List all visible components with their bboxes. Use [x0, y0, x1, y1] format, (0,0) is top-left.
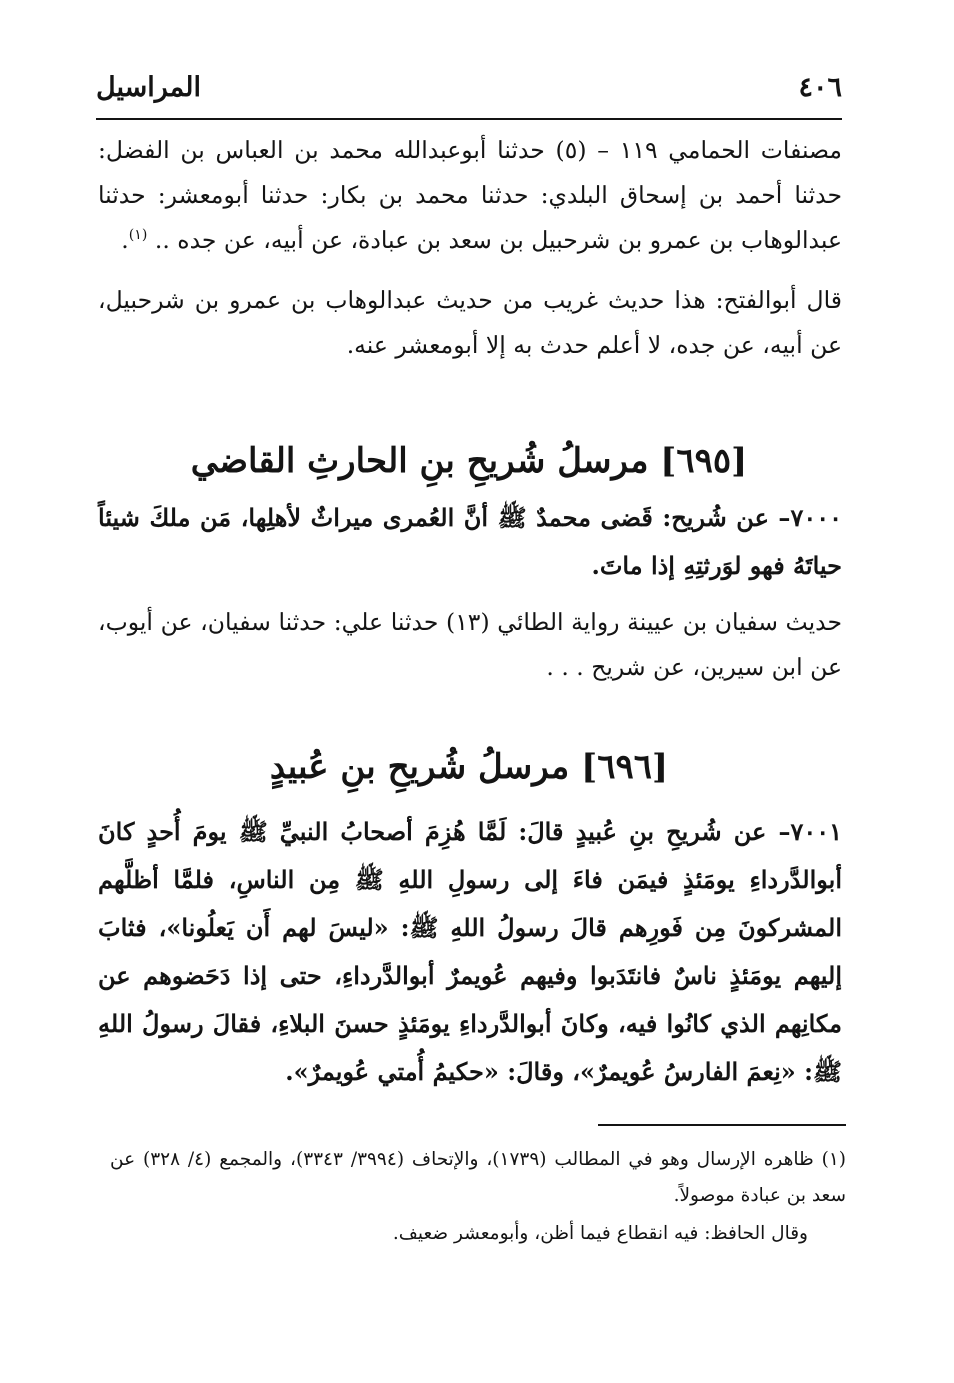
page-header — [96, 72, 842, 112]
page-number: ٤٠٦ — [798, 72, 842, 103]
footnote-rule — [598, 1124, 846, 1126]
hadith-7000: ٧٠٠٠– عن شُريح: قَضى محمدٌ ﷺ أنَّ العُمرى ميراثٌ لأهلِها، مَن ملكَ شيئاً حياتَهُ فهو لوَرثتِهِ إذا ماتَ. — [98, 503, 842, 580]
paragraph-source-sufyan: حديث سفيان بن عيينة رواية الطائي (١٣) حدثنا علي: حدثنا سفيان، عن أيوب، عن ابن سيرين، عن شريح . . . — [98, 608, 843, 681]
footnote-marker: (١) — [128, 227, 148, 244]
paragraph-abulfath-comment: قال أبوالفتح: هذا حديث غريب من حديث عبدالوهاب بن عمرو بن شرحبيل، عن أبيه، عن جده، لا أعلم حدث به إلا أبومعشر عنه. — [98, 286, 842, 359]
footnote-1: (١) ظاهره الإرسال وهو في المطالب (١٧٣٩)، والإتحاف (٣٩٩٤/ ٣٣٤٣)، والمجمع (٤/ ٣٢٨) عن سعد بن عبادة موصولاً. — [110, 1149, 846, 1206]
hadith-7001: ٧٠٠١– عن شُريحِ بنِ عُبيدٍ قالَ: لَمَّا هُزِمَ أصحابُ النبيِّ ﷺ يومَ أُحدٍ كانَ أبوالدَّرداءِ يومَئذٍ فيمَن فاءَ إلى رسولِ اللهِ ﷺ مِن الناسِ، فلمَّا أظلَّهم المشركونَ مِن فَورِهم قالَ رسولُ اللهِ ﷺ: «ليسَ لهم أَن يَعلُونا»، فثابَ إليهم يومَئذٍ ناسٌ فانتَدَبوا وفيهم عُويمرٌ أبوالدَّرداءِ، حتى إذا دَحَضوهم عن مكانِهم الذي كانُوا فيه، وكانَ أبوالدَّرداءِ يومَئذٍ حسنَ البلاءِ، فقالَ رسولُ اللهِ ﷺ: «نِعمَ الفارسُ عُويمرٌ»، وقالَ: «حكيمُ أُمتي عُويمرٌ». — [98, 817, 843, 1086]
paragraph-source-hammami: مصنفات الحمامي ١١٩ – (٥) حدثنا أبوعبدالله محمد بن العباس بن الفضل: حدثنا أحمد بن إسحاق البلدي: حدثنا محمد بن بكار: حدثنا أبومعشر: حدثنا عبدالوهاب بن عمرو بن شرحبيل بن سعد بن عبادة، عن أبيه، عن جده .. $^{(١)}$. — [98, 136, 843, 254]
header-rule — [96, 118, 842, 120]
running-title: المراسيل — [96, 72, 201, 103]
section-heading-695: [٦٩٥] مرسلُ شُريحِ بنِ الحارثِ القاضي — [190, 441, 748, 481]
footnote-1-continuation: وقال الحافظ: فيه انقطاع فيما أظن، وأبومعشر ضعيف. — [392, 1223, 808, 1244]
section-heading-696: [٦٩٦] مرسلُ شُريحِ بنِ عُبيدٍ — [269, 747, 669, 787]
